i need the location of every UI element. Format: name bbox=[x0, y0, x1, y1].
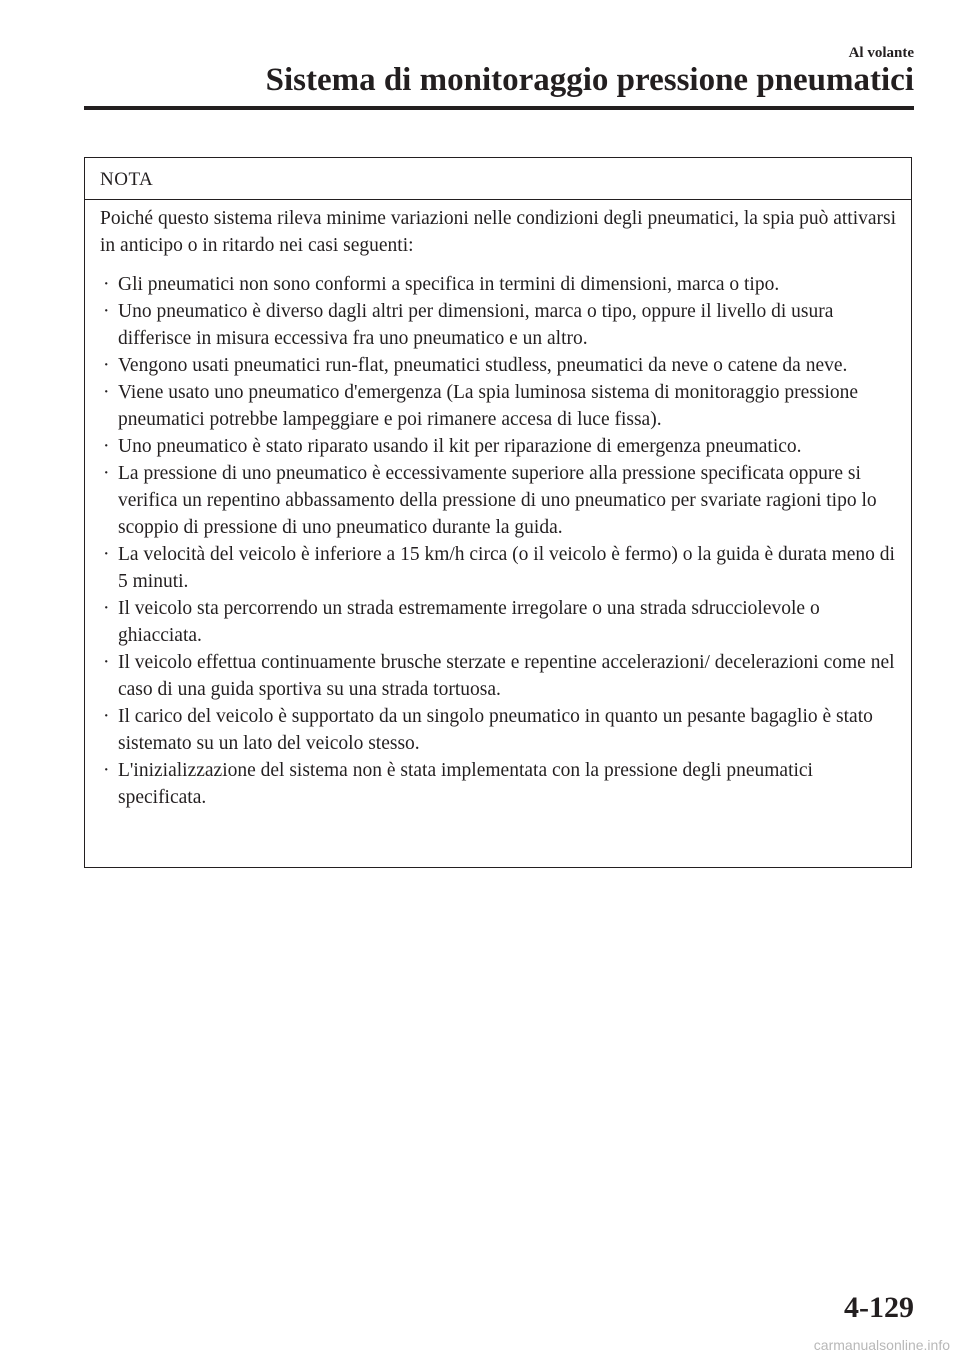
bullet-icon: · bbox=[103, 355, 110, 376]
list-item-text: Il veicolo effettua continuamente brusche sterzate e repentine accelerazioni/ decelerazioni come nel caso di una guida sportiva su una strada tortuosa. bbox=[118, 652, 895, 700]
bullet-icon: · bbox=[103, 436, 110, 457]
title-divider bbox=[84, 106, 914, 110]
bullet-icon: · bbox=[103, 301, 110, 322]
list-item bbox=[100, 703, 901, 757]
list-item bbox=[100, 541, 901, 595]
list-item bbox=[100, 595, 901, 649]
list-item bbox=[100, 352, 901, 379]
note-bullet-list bbox=[100, 271, 901, 811]
list-item-text: Il veicolo sta percorrendo un strada estremamente irregolare o una strada sdrucciolevole o ghiacciata. bbox=[118, 598, 820, 646]
list-item-text: Vengono usati pneumatici run-flat, pneumatici studless, pneumatici da neve o catene da neve. bbox=[118, 355, 848, 376]
list-item bbox=[100, 433, 901, 460]
note-box bbox=[84, 157, 912, 868]
bullet-icon: · bbox=[103, 706, 110, 727]
list-item-text: Il carico del veicolo è supportato da un singolo pneumatico in quanto un pesante bagaglio è stato sistemato su un lato del veicolo stesso. bbox=[118, 706, 873, 754]
watermark: carmanualsonline.info bbox=[813, 1337, 950, 1353]
list-item bbox=[100, 298, 901, 352]
note-body bbox=[85, 200, 911, 811]
list-item bbox=[100, 649, 901, 703]
list-item bbox=[100, 379, 901, 433]
list-item bbox=[100, 460, 901, 541]
list-item-text: La pressione di uno pneumatico è eccessivamente superiore alla pressione specificata oppure si verifica un repentino abbassamento della pressione di uno pneumatico per svariate ragioni tipo lo scoppio di pressione di uno pneumatico durante la guida. bbox=[118, 463, 877, 538]
bullet-icon: · bbox=[103, 544, 110, 565]
bullet-icon: · bbox=[103, 598, 110, 619]
note-label: NOTA bbox=[85, 158, 911, 200]
page-number: 4-129 bbox=[844, 1291, 914, 1324]
list-item-text: Uno pneumatico è diverso dagli altri per dimensioni, marca o tipo, oppure il livello di usura differisce in misura eccessiva fra uno pneumatico e un altro. bbox=[118, 301, 834, 349]
bullet-icon: · bbox=[103, 463, 110, 484]
list-item-text: Uno pneumatico è stato riparato usando il kit per riparazione di emergenza pneumatico. bbox=[118, 436, 802, 457]
bullet-icon: · bbox=[103, 382, 110, 403]
list-item-text: La velocità del veicolo è inferiore a 15 km/h circa (o il veicolo è fermo) o la guida è durata meno di 5 minuti. bbox=[118, 544, 895, 592]
bullet-icon: · bbox=[103, 274, 110, 295]
list-item bbox=[100, 271, 901, 298]
list-item-text: Gli pneumatici non sono conformi a specifica in termini di dimensioni, marca o tipo. bbox=[118, 274, 780, 295]
bullet-icon: · bbox=[103, 652, 110, 673]
list-item-text: Viene usato uno pneumatico d'emergenza (La spia luminosa sistema di monitoraggio pressione pneumatici potrebbe lampeggiare e poi rimanere accesa di luce fissa). bbox=[118, 382, 859, 430]
page-title: Sistema di monitoraggio pressione pneumatici bbox=[265, 62, 914, 98]
list-item-text: L'inizializzazione del sistema non è stata implementata con la pressione degli pneumatici specificata. bbox=[118, 760, 813, 808]
bullet-icon: · bbox=[103, 760, 110, 781]
note-intro: Poiché questo sistema rileva minime variazioni nelle condizioni degli pneumatici, la spia può attivarsi in anticipo o in ritardo nei casi seguenti: bbox=[100, 208, 897, 256]
list-item bbox=[100, 757, 901, 811]
section-label: Al volante bbox=[848, 45, 914, 61]
